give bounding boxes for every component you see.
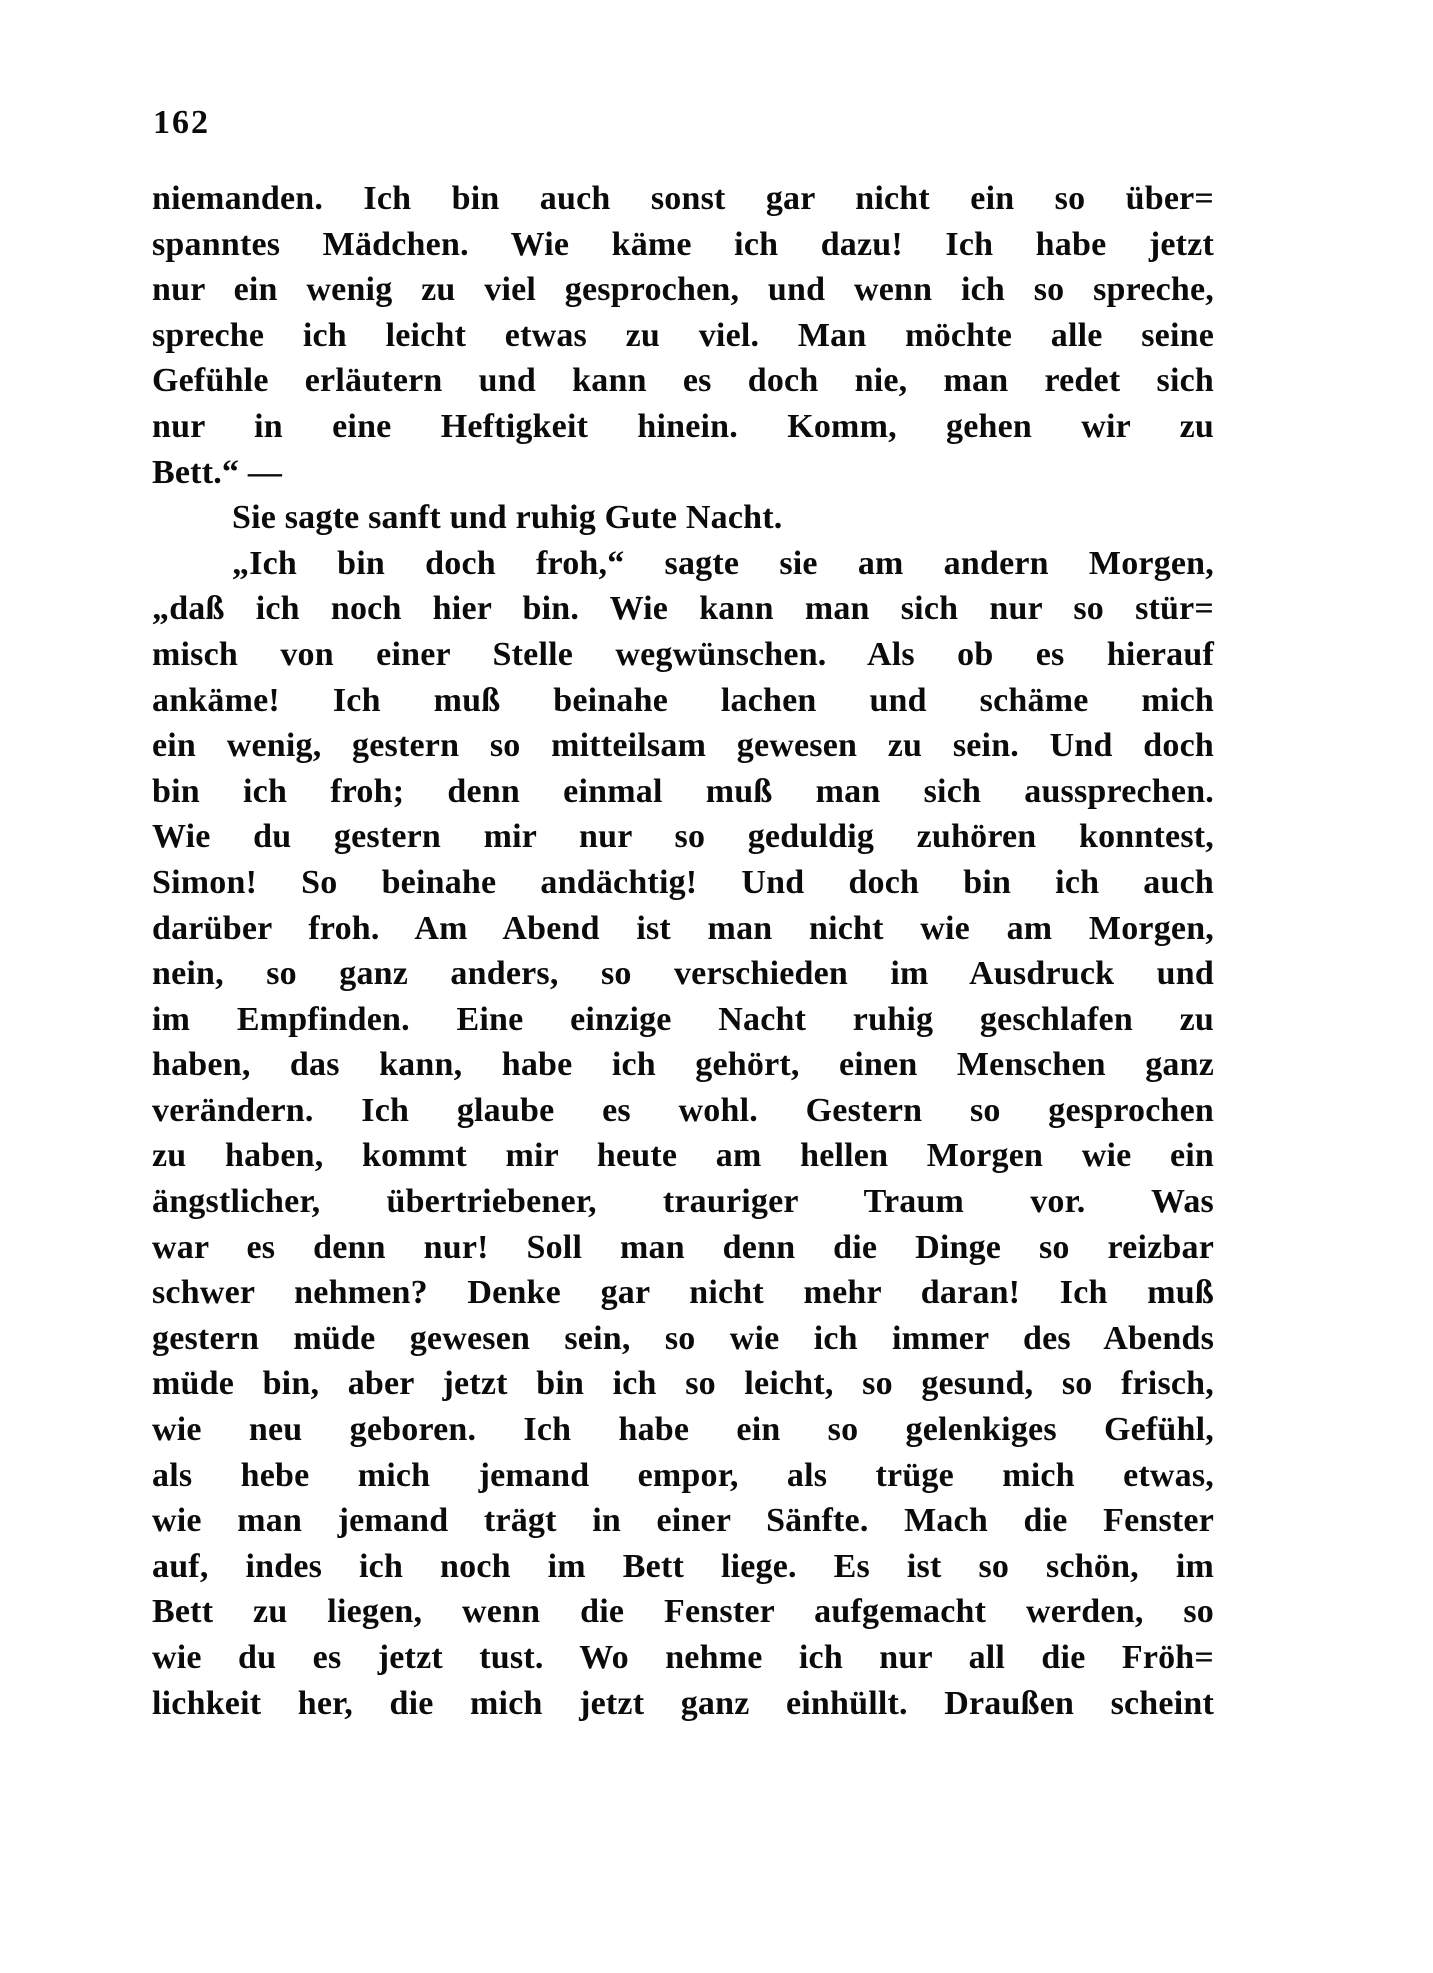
text-line: nein, so ganz anders, so verschieden im Ausdruck und (152, 955, 1214, 993)
text-line: „daß ich noch hier bin. Wie kann man sich nur so stür= (152, 590, 1214, 628)
text-line: wie man jemand trägt in einer Sänfte. Mach die Fenster (152, 1502, 1214, 1540)
text-line: zu haben, kommt mir heute am hellen Morgen wie ein (152, 1137, 1214, 1175)
text-line: Simon! So beinahe andächtig! Und doch bin ich auch (152, 863, 1214, 901)
page-number: 162 (153, 104, 210, 141)
text-line: ängstlicher, übertriebener, trauriger Traum vor. Was (152, 1183, 1214, 1221)
text-line: bin ich froh; denn einmal muß man sich aussprechen. (152, 772, 1214, 810)
text-line: spanntes Mädchen. Wie käme ich dazu! Ich habe jetzt (152, 225, 1214, 263)
text-line: „Ich bin doch froh,“ sagte sie am andern Morgen, (232, 544, 1214, 582)
text-line: Bett zu liegen, wenn die Fenster aufgemacht werden, so (152, 1593, 1214, 1631)
text-line: niemanden. Ich bin auch sonst gar nicht ein so über= (152, 180, 1214, 217)
text-line: auf, indes ich noch im Bett liege. Es ist so schön, im (152, 1547, 1214, 1585)
text-line: schwer nehmen? Denke gar nicht mehr daran! Ich muß (152, 1274, 1214, 1312)
text-line: Sie sagte sanft und ruhig Gute Nacht. (232, 499, 783, 537)
text-line: im Empfinden. Eine einzige Nacht ruhig geschlafen zu (152, 1000, 1214, 1038)
text-line: gestern müde gewesen sein, so wie ich immer des Abends (152, 1319, 1214, 1357)
text-line: haben, das kann, habe ich gehört, einen Menschen ganz (152, 1046, 1214, 1084)
text-line: nur ein wenig zu viel gesprochen, und wenn ich so spreche, (152, 271, 1214, 309)
text-line: ein wenig, gestern so mitteilsam gewesen zu sein. Und doch (152, 727, 1214, 765)
text-line: wie du es jetzt tust. Wo nehme ich nur all die Fröh= (152, 1639, 1214, 1676)
text-block (152, 176, 1214, 1726)
text-line: misch von einer Stelle wegwünschen. Als ob es hierauf (152, 635, 1214, 673)
text-line: spreche ich leicht etwas zu viel. Man möchte alle seine (152, 316, 1214, 354)
text-line: war es denn nur! Soll man denn die Dinge so reizbar (152, 1228, 1214, 1266)
text-line: verändern. Ich glaube es wohl. Gestern so gesprochen (152, 1091, 1214, 1129)
text-line: müde bin, aber jetzt bin ich so leicht, so gesund, so frisch, (152, 1365, 1214, 1403)
text-line: Bett.“ — (152, 453, 283, 491)
text-line: ankäme! Ich muß beinahe lachen und schäme mich (152, 681, 1214, 719)
text-line: lichkeit her, die mich jetzt ganz einhüllt. Draußen scheint (152, 1684, 1214, 1722)
text-line: als hebe mich jemand empor, als trüge mich etwas, (152, 1456, 1214, 1494)
text-line: Gefühle erläutern und kann es doch nie, man redet sich (152, 362, 1214, 400)
text-line: wie neu geboren. Ich habe ein so gelenkiges Gefühl, (152, 1411, 1214, 1449)
text-line: darüber froh. Am Abend ist man nicht wie am Morgen, (152, 909, 1214, 947)
text-line: nur in eine Heftigkeit hinein. Komm, gehen wir zu (152, 407, 1214, 445)
text-line: Wie du gestern mir nur so geduldig zuhören konntest, (152, 818, 1214, 856)
